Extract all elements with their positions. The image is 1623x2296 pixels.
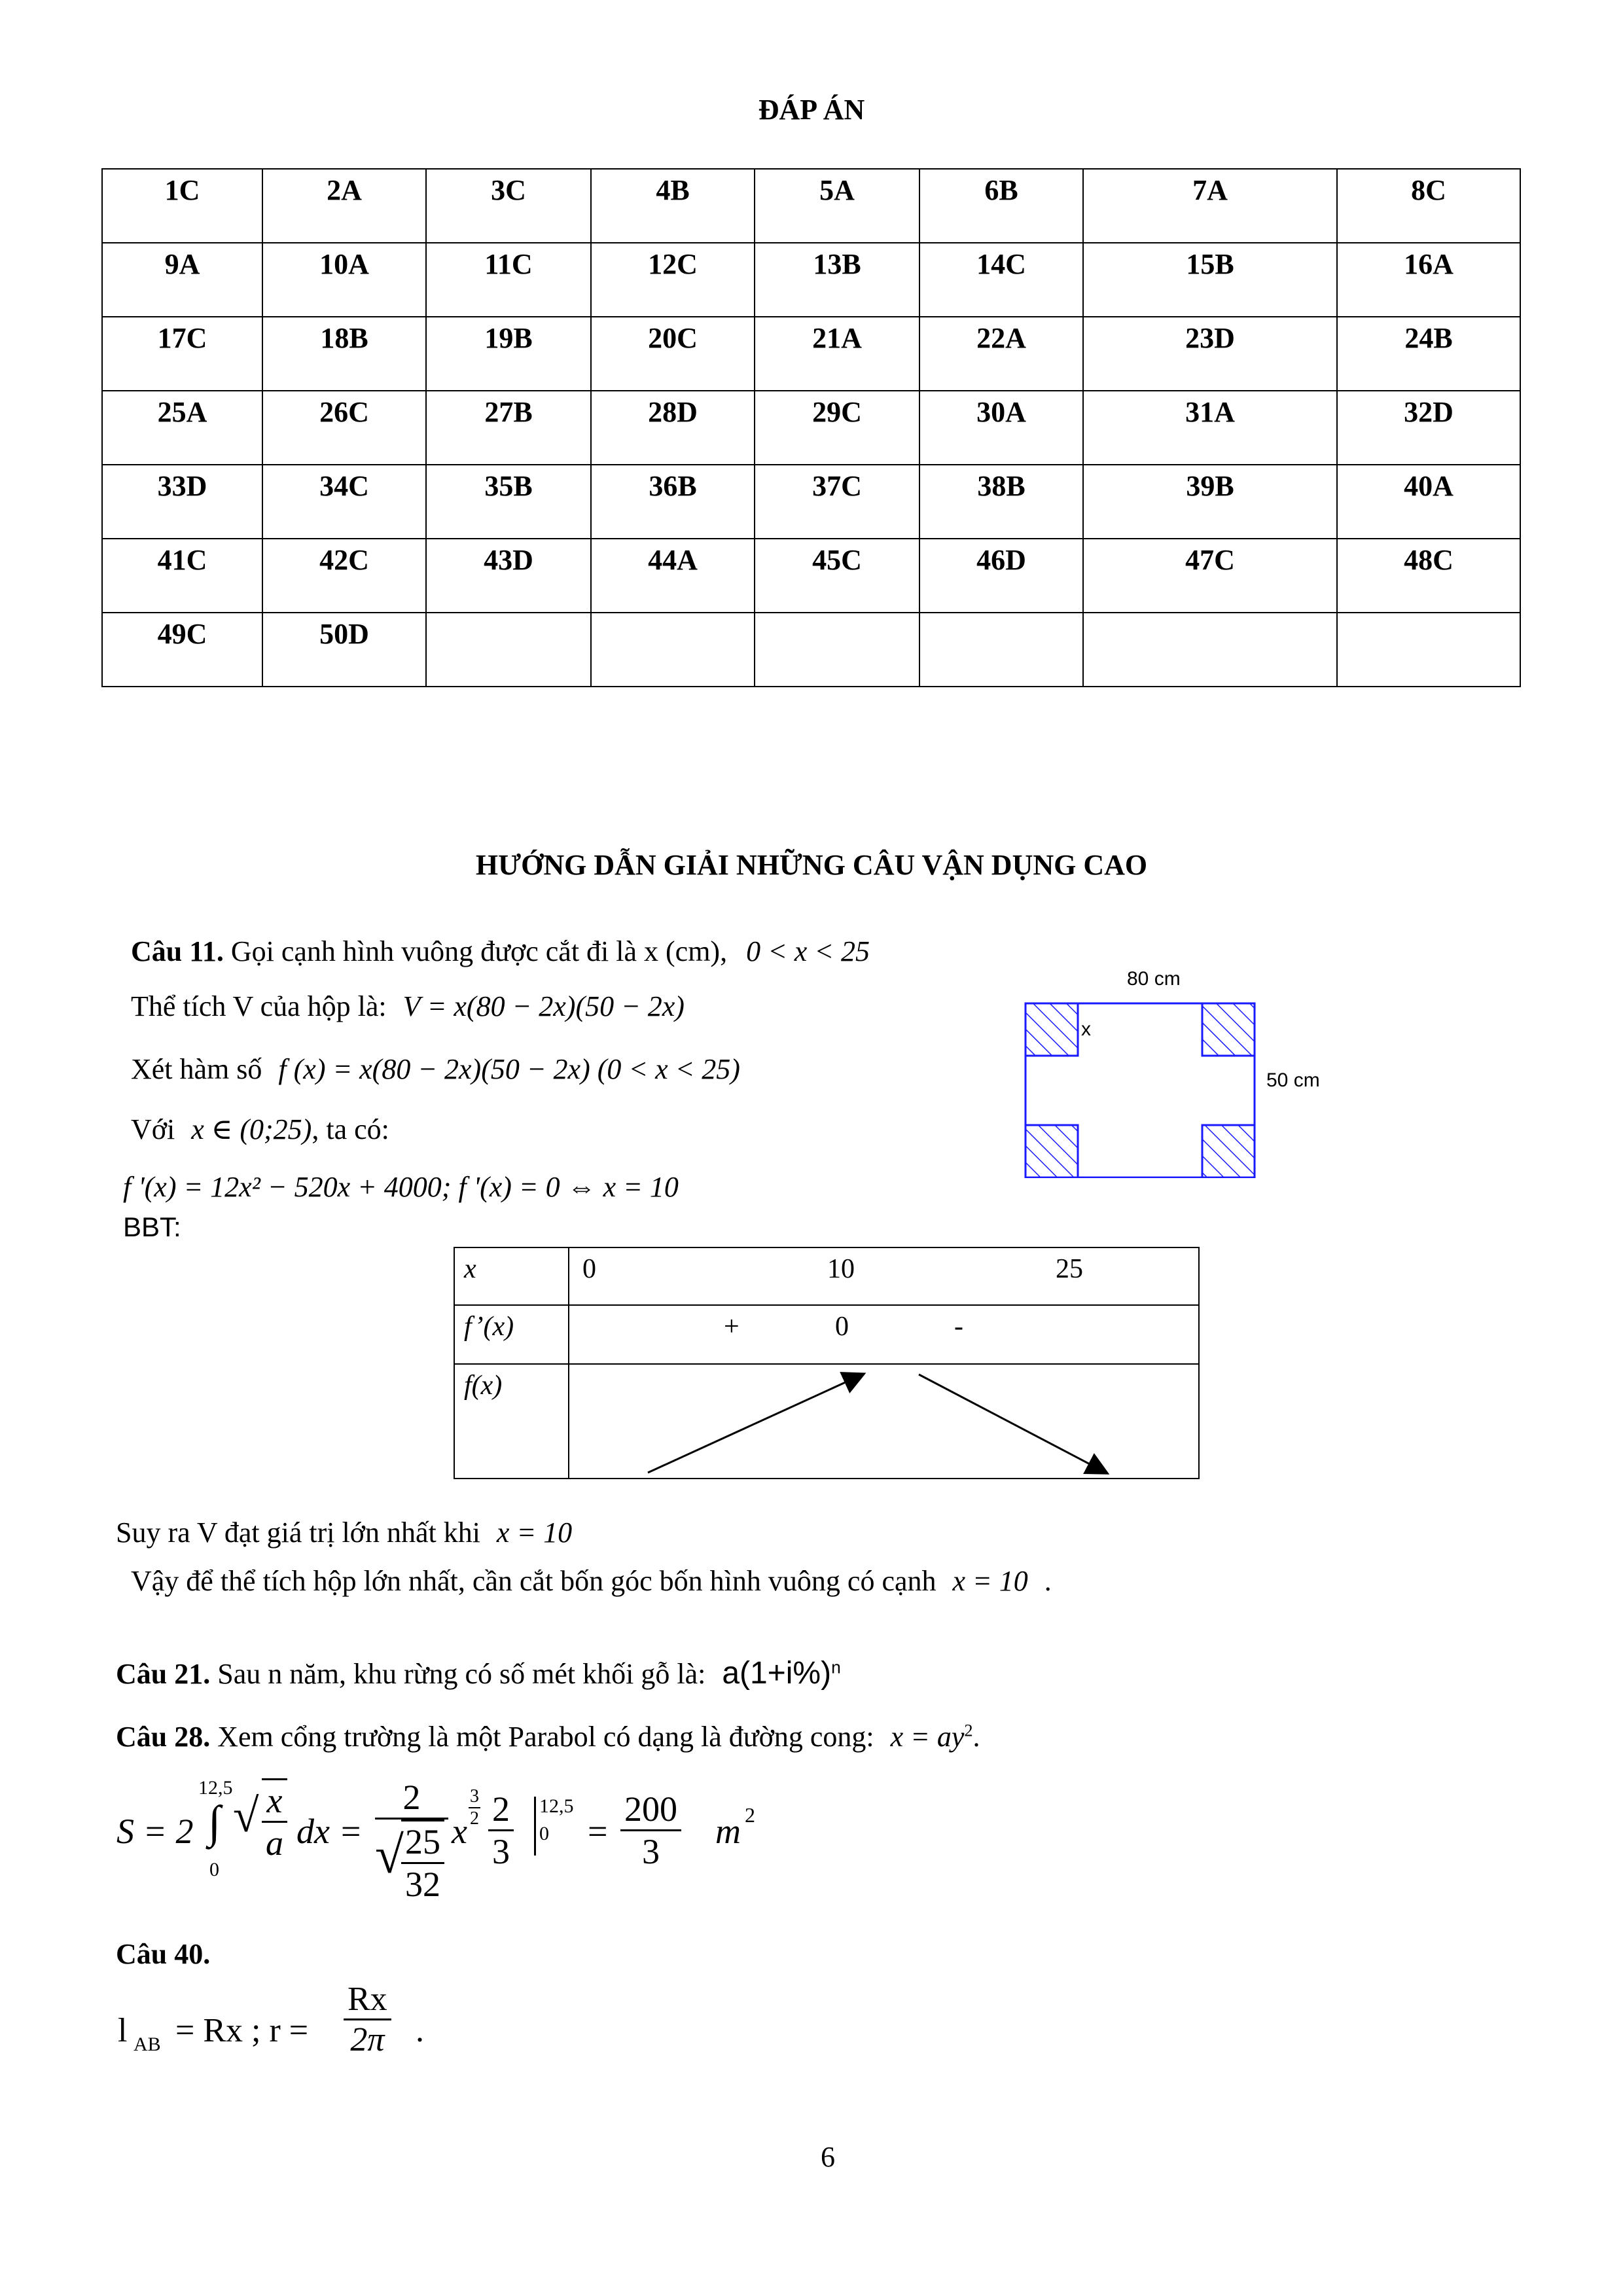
q40-l-sub: AB xyxy=(134,2034,161,2055)
q11-line3 xyxy=(131,1052,740,1087)
answer-cell: 43D xyxy=(426,539,591,613)
answer-row xyxy=(102,317,1520,391)
q28-int-upper: 12,5 xyxy=(198,1777,233,1799)
q28-coef xyxy=(375,1777,448,1905)
q11-volume-formula: V = x(80 − 2x)(50 − 2x) xyxy=(402,990,685,1022)
bbt-fprime-minus: - xyxy=(954,1312,963,1342)
answer-row xyxy=(102,465,1520,539)
answer-cell: 13B xyxy=(755,243,919,317)
q21-label: Câu 21. xyxy=(116,1658,211,1690)
q28-curve-end: . xyxy=(972,1721,980,1753)
q11-conclusion2-math: x = 10 xyxy=(952,1565,1028,1597)
q11-function-text: Xét hàm số xyxy=(131,1053,262,1085)
increasing-arrow xyxy=(648,1374,863,1473)
q11-conclusion2-text: Vậy để thể tích hộp lớn nhất, cần cắt bốn góc bốn hình vuông có cạnh xyxy=(131,1565,936,1597)
q28-coef-den-num: 25 xyxy=(401,1821,444,1864)
q40-frac-den: 2π xyxy=(350,2021,385,2058)
variation-table xyxy=(454,1247,1200,1479)
q21-text: Sau n năm, khu rừng có số mét khối gỗ là: xyxy=(217,1658,706,1690)
q11-conclusion1-text: Suy ra V đạt giá trị lớn nhất khi xyxy=(116,1516,480,1549)
answer-cell: 32D xyxy=(1337,391,1520,465)
answer-cell: 46D xyxy=(919,539,1083,613)
answer-cell: 3C xyxy=(426,169,591,243)
q28-result xyxy=(620,1789,681,1872)
answer-cell: 17C xyxy=(102,317,262,391)
answer-cell: 16A xyxy=(1337,243,1520,317)
answer-cell: 30A xyxy=(919,391,1083,465)
answer-cell: 4B xyxy=(591,169,755,243)
q11-label: Câu 11. xyxy=(131,935,224,967)
q40-eq1: = Rx ; r = xyxy=(175,2012,309,2049)
q28-integrand-den: a xyxy=(266,1823,283,1863)
answer-key-title: ĐÁP ÁN xyxy=(758,94,865,126)
answer-cell: 29C xyxy=(755,391,919,465)
answer-cell: 50D xyxy=(262,613,426,687)
answer-cell: 27B xyxy=(426,391,591,465)
bbt-label: BBT: xyxy=(123,1211,181,1242)
answer-cell: 33D xyxy=(102,465,262,539)
answer-cell: 28D xyxy=(591,391,755,465)
bbt-fprime-header: f’(x) xyxy=(454,1305,569,1364)
sqrt-sign-2: √ xyxy=(375,1827,404,1884)
answer-cell: 36B xyxy=(591,465,755,539)
answer-cell: 14C xyxy=(919,243,1083,317)
q28-eq: = xyxy=(588,1812,608,1851)
q28-dx: dx = xyxy=(296,1812,363,1851)
answer-cell xyxy=(591,613,755,687)
q28-eval-upper: 12,5 xyxy=(539,1795,574,1817)
answer-cell: 38B xyxy=(919,465,1083,539)
answer-cell: 22A xyxy=(919,317,1083,391)
answer-cell: 26C xyxy=(262,391,426,465)
q28-line xyxy=(116,1720,980,1755)
q11-with-text: Với xyxy=(131,1113,175,1145)
q28-curve: x = ay xyxy=(890,1721,965,1753)
q21-exponent: n xyxy=(831,1657,841,1677)
answer-cell: 9A xyxy=(102,243,262,317)
answer-cell: 8C xyxy=(1337,169,1520,243)
q40-label: Câu 40. xyxy=(116,1938,211,1970)
answer-cell xyxy=(919,613,1083,687)
answer-cell: 42C xyxy=(262,539,426,613)
q28-x-exp xyxy=(469,1786,480,1829)
q21-formula: a(1+i%) xyxy=(722,1656,832,1691)
sqrt-sign: √ xyxy=(233,1789,259,1842)
q28-frac2 xyxy=(488,1789,514,1872)
figure-width-label: 80 cm xyxy=(1127,968,1181,990)
q11-conclusion1 xyxy=(116,1516,572,1551)
bbt-x-25: 25 xyxy=(1056,1254,1083,1284)
box-figure xyxy=(1008,962,1348,1178)
corner-square-tr xyxy=(1202,1003,1255,1056)
answer-cell: 23D xyxy=(1083,317,1337,391)
q11-derivative: f '(x) = 12x² − 520x + 4000; f '(x) = 0 ⇔ x = 10 xyxy=(123,1171,679,1203)
bbt-x-values xyxy=(569,1247,1199,1305)
q40-formula xyxy=(118,1980,576,2078)
q11-volume-text: Thể tích V của hộp là: xyxy=(131,990,387,1022)
answer-row xyxy=(102,169,1520,243)
answer-cell: 7A xyxy=(1083,169,1337,243)
integral-sign: ∫ xyxy=(208,1797,221,1848)
q11-interval: x ∈ (0;25) xyxy=(191,1113,312,1145)
bbt-fprime-values xyxy=(569,1305,1199,1364)
q28-integrand xyxy=(262,1778,287,1863)
answer-row xyxy=(102,613,1520,687)
q28-x-exp-den: 2 xyxy=(470,1808,479,1829)
q11-range: 0 < x < 25 xyxy=(746,935,870,967)
answer-row xyxy=(102,539,1520,613)
bbt-fprime-plus: + xyxy=(724,1312,740,1342)
answer-table xyxy=(101,168,1521,687)
figure-corner-label: x xyxy=(1081,1018,1091,1040)
answer-cell: 15B xyxy=(1083,243,1337,317)
q11-text1: Gọi cạnh hình vuông được cắt đi là x (cm), xyxy=(230,935,728,967)
bbt-x-10: 10 xyxy=(827,1254,855,1284)
answer-cell xyxy=(1337,613,1520,687)
corner-square-tl xyxy=(1026,1003,1078,1056)
q28-integrand-num: x xyxy=(262,1780,287,1823)
q28-frac2-den: 3 xyxy=(492,1832,510,1871)
bbt-x-header: x xyxy=(454,1247,569,1305)
answer-cell: 48C xyxy=(1337,539,1520,613)
page-number: 6 xyxy=(821,2141,835,2173)
corner-square-br xyxy=(1202,1125,1255,1177)
q28-curve-exp: 2 xyxy=(964,1720,973,1740)
q28-coef-num: 2 xyxy=(375,1777,448,1820)
q11-function-formula: f (x) = x(80 − 2x)(50 − 2x) (0 < x < 25) xyxy=(278,1053,740,1085)
answer-row xyxy=(102,243,1520,317)
answer-cell xyxy=(755,613,919,687)
answer-cell: 2A xyxy=(262,169,426,243)
answer-cell: 11C xyxy=(426,243,591,317)
q28-eval-lower: 0 xyxy=(539,1823,549,1844)
variation-arrows xyxy=(569,1365,1198,1477)
answer-cell: 21A xyxy=(755,317,919,391)
bbt-fprime-zero: 0 xyxy=(835,1312,849,1342)
answer-cell: 44A xyxy=(591,539,755,613)
answer-cell: 18B xyxy=(262,317,426,391)
answer-cell: 1C xyxy=(102,169,262,243)
q28-coef-den-den: 32 xyxy=(405,1865,440,1904)
corner-square-bl xyxy=(1026,1125,1078,1177)
q40-frac-num: Rx xyxy=(344,1980,391,2020)
q21-line xyxy=(116,1655,841,1693)
answer-cell: 10A xyxy=(262,243,426,317)
answer-cell: 5A xyxy=(755,169,919,243)
q28-coef-inner xyxy=(401,1820,444,1905)
q40-l: l xyxy=(118,2012,128,2049)
q28-frac2-num: 2 xyxy=(488,1789,514,1831)
q28-unit-exp: 2 xyxy=(745,1803,755,1827)
q11-conclusion1-math: x = 10 xyxy=(496,1516,573,1549)
q28-coef-den xyxy=(375,1820,448,1905)
q28-result-den: 3 xyxy=(642,1832,660,1871)
q11-conclusion2 xyxy=(131,1564,1052,1599)
q28-formula xyxy=(116,1777,902,1934)
q11-line1 xyxy=(131,935,870,969)
q28-x: x xyxy=(452,1812,467,1851)
eval-bar xyxy=(534,1797,536,1856)
q28-unit: m xyxy=(715,1812,741,1851)
answer-cell: 39B xyxy=(1083,465,1337,539)
answer-cell: 12C xyxy=(591,243,755,317)
answer-cell: 19B xyxy=(426,317,591,391)
answer-cell: 47C xyxy=(1083,539,1337,613)
q40-end: . xyxy=(416,2012,424,2049)
answer-row xyxy=(102,391,1520,465)
bbt-f-header: f(x) xyxy=(454,1364,569,1479)
q11-we-have: , ta có: xyxy=(312,1113,389,1145)
answer-cell: 45C xyxy=(755,539,919,613)
answer-cell: 49C xyxy=(102,613,262,687)
answer-cell: 31A xyxy=(1083,391,1337,465)
decreasing-arrow xyxy=(919,1374,1106,1473)
q28-label: Câu 28. xyxy=(116,1721,211,1753)
answer-cell: 25A xyxy=(102,391,262,465)
q28-S: S = 2 xyxy=(116,1812,194,1851)
q40-frac xyxy=(344,1980,391,2059)
q28-int-lower: 0 xyxy=(209,1859,219,1880)
q28-result-num: 200 xyxy=(620,1789,681,1831)
q11-conclusion2-end: . xyxy=(1044,1565,1052,1597)
answer-cell: 35B xyxy=(426,465,591,539)
section-title: HƯỚNG DẪN GIẢI NHỮNG CÂU VẬN DỤNG CAO xyxy=(475,849,1148,881)
q28-x-exp-num: 3 xyxy=(469,1786,480,1808)
figure-height-label: 50 cm xyxy=(1266,1069,1320,1091)
answer-cell: 6B xyxy=(919,169,1083,243)
answer-cell xyxy=(1083,613,1337,687)
answer-cell: 20C xyxy=(591,317,755,391)
answer-cell: 34C xyxy=(262,465,426,539)
answer-cell: 24B xyxy=(1337,317,1520,391)
answer-cell xyxy=(426,613,591,687)
bbt-f-arrows xyxy=(569,1364,1199,1479)
bbt-x-0: 0 xyxy=(582,1254,596,1284)
q11-line4 xyxy=(131,1113,389,1147)
q28-text: Xem cổng trường là một Parabol có dạng là đường cong: xyxy=(217,1721,874,1753)
q11-line2 xyxy=(131,990,685,1024)
answer-cell: 37C xyxy=(755,465,919,539)
answer-cell: 41C xyxy=(102,539,262,613)
answer-cell: 40A xyxy=(1337,465,1520,539)
